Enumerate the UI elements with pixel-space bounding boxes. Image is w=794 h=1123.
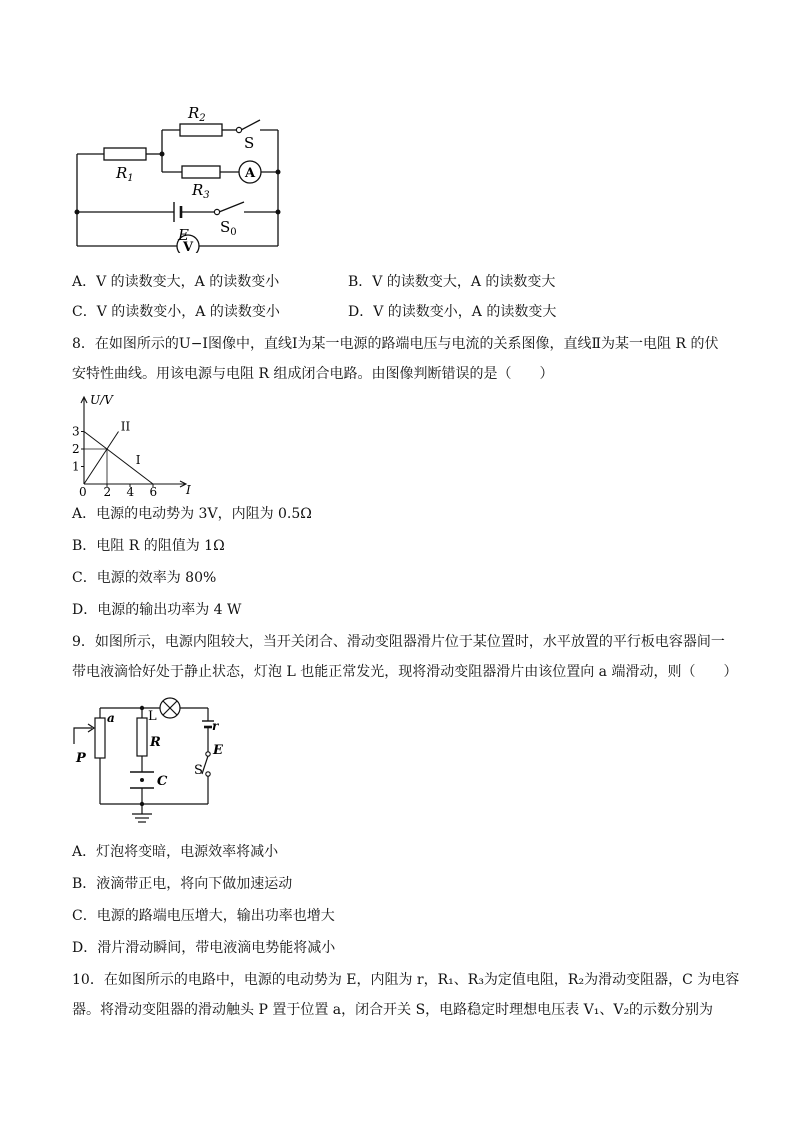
e-label: E [213, 743, 223, 758]
c-label: C [157, 774, 168, 789]
q10-stem-line1: 10．在如图所示的电路中，电源的电动势为 E，内阻为 r，R₁、R₃为定值电阻，R₂为滑动变阻器，C 为电容 [72, 972, 740, 988]
q9-circuit-diagram [70, 694, 230, 834]
voltmeter-label: V [183, 240, 194, 253]
x-tick-label: 2 [103, 485, 112, 499]
y-tick-label: 3 [72, 424, 80, 439]
q10-stem-line2: 器。将滑动变阻器的滑动触头 P 置于位置 a，闭合开关 S，电路稳定时理想电压表 V₁、V₂的示数分别为 [72, 1002, 714, 1018]
q8-u-i-graph [70, 388, 200, 500]
series-line-1 [84, 432, 153, 485]
q9-option-b: B．液滴带正电，将向下做加速运动 [72, 876, 293, 892]
y-tick-label: 2 [72, 442, 80, 456]
q8-option-c: C．电源的效率为 80% [72, 570, 217, 586]
q9-option-c: C．电源的路端电压增大，输出功率也增大 [72, 908, 335, 924]
series-label-i: I [135, 452, 141, 467]
l-label: L [148, 709, 157, 724]
s-label: S [194, 763, 203, 778]
q9-option-a: A．灯泡将变暗，电源效率将减小 [72, 844, 279, 860]
q7-option-d: D．V 的读数变小，A 的读数变大 [348, 304, 557, 320]
p-label: P [76, 751, 86, 766]
q8-option-b: B．电阻 R 的阻值为 1Ω [72, 538, 225, 554]
r2-label: $R_2$ [188, 104, 206, 124]
q9-option-d: D．滑片滑动瞬间，带电液滴电势能将减小 [72, 940, 336, 956]
q7-option-b: B．V 的读数变大，A 的读数变大 [348, 274, 556, 290]
q8-stem-line2: 安特性曲线。用该电源与电阻 R 组成闭合电路。由图像判断错误的是（ ） [72, 366, 554, 382]
q8-option-d: D．电源的输出功率为 4 W [72, 602, 242, 618]
rheostat [95, 718, 105, 758]
q7-option-a: A．V 的读数变大，A 的读数变小 [72, 274, 280, 290]
a-label: a [107, 711, 115, 725]
r1-resistor [104, 148, 146, 160]
r3-label: $R_3$ [192, 181, 210, 201]
y-axis-label: U/V [90, 393, 113, 407]
q9-stem-line2: 带电液滴恰好处于静止状态，灯泡 L 也能正常发光，现将滑动变阻器滑片由该位置向 a 端滑动，则（ ） [72, 664, 738, 680]
ammeter-label: A [245, 166, 256, 181]
r3-resistor [182, 166, 220, 178]
x-tick-label: 6 [149, 485, 158, 499]
droplet [140, 778, 144, 782]
x-tick-label: 4 [126, 485, 135, 499]
r1-label: $R_1$ [116, 164, 134, 184]
q7-option-c: C．V 的读数变小，A 的读数变小 [72, 304, 280, 320]
s-label: S [244, 134, 255, 152]
q8-option-a: A．电源的电动势为 3V，内阻为 0.5Ω [72, 506, 312, 522]
q9-stem-line1: 9．如图所示，电源内阻较大，当开关闭合、滑动变阻器滑片位于某位置时，水平放置的平行板电容器间一 [72, 634, 725, 650]
e-label: E [178, 226, 189, 244]
origin-label: 0 [79, 485, 87, 499]
x-axis-label: I [186, 483, 191, 497]
series-label-ii: II [120, 419, 131, 434]
s0-label: $S_0$ [220, 218, 237, 238]
r2-resistor [180, 124, 222, 136]
r-label: R [150, 735, 161, 750]
q8-stem-line1: 8．在如图所示的U−I图像中，直线Ⅰ为某一电源的路端电压与电流的关系图像，直线Ⅱ为某一电阻 R 的伏 [72, 336, 719, 352]
r-internal-label: r [212, 719, 219, 733]
q7-circuit-diagram [70, 98, 290, 253]
y-tick-label: 1 [72, 459, 80, 474]
series-line-2 [84, 432, 119, 485]
resistor-r [137, 718, 147, 756]
